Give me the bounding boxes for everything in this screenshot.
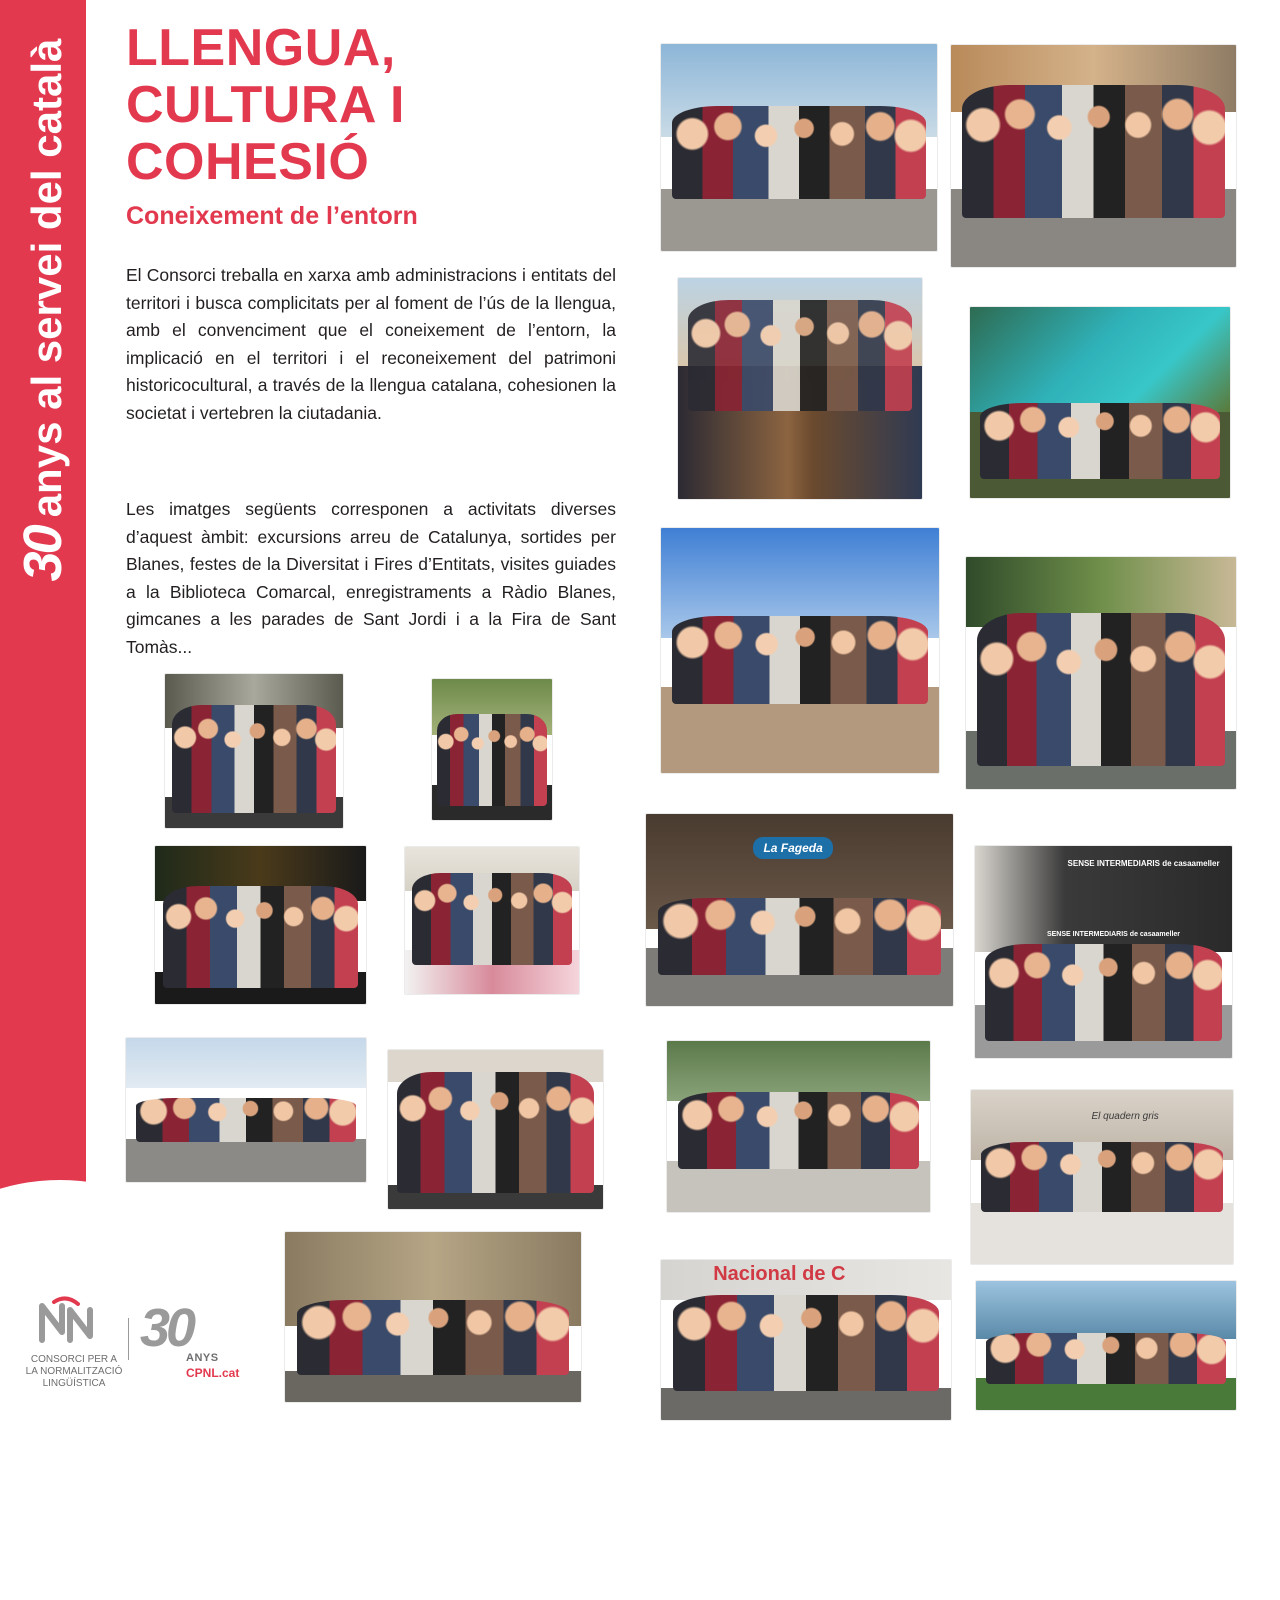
cpnl-site: CPNL.cat: [186, 1366, 240, 1380]
page-title: [126, 20, 405, 191]
org-line-3: LINGÜÍSTICA: [42, 1378, 106, 1389]
photo-cove-viewpoint: [970, 307, 1230, 498]
logo-backdrop: [0, 1180, 270, 1600]
title-line-3: COHESIÓ: [126, 133, 370, 191]
photo-la-fageda-visit: [646, 814, 953, 1006]
photo-cloister-visit: [165, 674, 343, 828]
sidebar-tagline-text: anys al servei del català: [23, 38, 70, 518]
org-line-2: LA NORMALITZACIÓ: [25, 1366, 123, 1377]
photo-group-garden-terrace: [661, 44, 937, 251]
photo-indoor-group: [388, 1050, 603, 1209]
bookshop-sign: El quadern gris: [1091, 1110, 1159, 1122]
photo-medieval-bridge: [126, 1038, 366, 1182]
photo-garden-large-group: [966, 557, 1236, 789]
photo-group-flower-steps: [951, 45, 1236, 267]
photo-palace-square: [285, 1232, 581, 1402]
sidebar-tagline: [13, 20, 73, 600]
title-line-2: CULTURA I: [126, 76, 405, 134]
org-name: [24, 1354, 124, 1390]
photo-market-stall: [405, 847, 579, 994]
anniversary-word: ANYS: [186, 1352, 219, 1364]
cpnl-logo-mark: [36, 1296, 106, 1346]
sidebar-number: 30: [13, 527, 73, 582]
page-subtitle: Coneixement de l’entorn: [126, 202, 418, 230]
photo-outdoor-students: [432, 679, 552, 820]
photo-coast-terrace: [976, 1281, 1236, 1410]
photo-hillside-group: [667, 1041, 930, 1212]
fageda-sign: La Fageda: [753, 837, 832, 859]
shop-awning: SENSE INTERMEDIARIS de casaameller: [1046, 930, 1181, 938]
title-line-1: LLENGUA,: [126, 19, 396, 77]
intro-paragraph: El Consorci treballa en xarxa amb administracions i entitats del territori i busca complicitats per al foment de l’ús de la llengua, amb el convenciment que el coneixement de l’entorn, la implicació en el territori i el reconeixement del patrimoni historicocultural, a través de la llengua catalana, cohesionen la societat i vertebren la ciutadania.: [126, 265, 616, 423]
logo-divider: [128, 1318, 129, 1360]
museum-facade-text: Nacional de C: [713, 1263, 846, 1286]
anniversary-number: 30: [140, 1298, 193, 1358]
photo-statue-visit: [678, 278, 922, 499]
activities-paragraph: Les imatges següents corresponen a activitats diverses d’aquest àmbit: excursions arreu de Catalunya, sortides per Blanes, festes de la Diversitat i Fires d’Entitats, visites guiades a la Biblioteca Comarcal, enregistraments a Ràdio Blanes, gimcanes a les parades de Sant Jordi i a la Fira de Sant Tomàs...: [126, 499, 616, 657]
photo-night-street: [155, 846, 366, 1004]
photo-shop-street: [975, 846, 1232, 1058]
org-line-1: CONSORCI PER A: [30, 1354, 118, 1365]
shop-banner: SENSE INTERMEDIARIS de casaameller: [1067, 858, 1220, 868]
photo-bookshop-visit: [971, 1090, 1233, 1264]
photo-beach-group: [661, 528, 939, 773]
anniversary-logo: [140, 1298, 230, 1358]
photo-national-museum: [661, 1260, 951, 1420]
